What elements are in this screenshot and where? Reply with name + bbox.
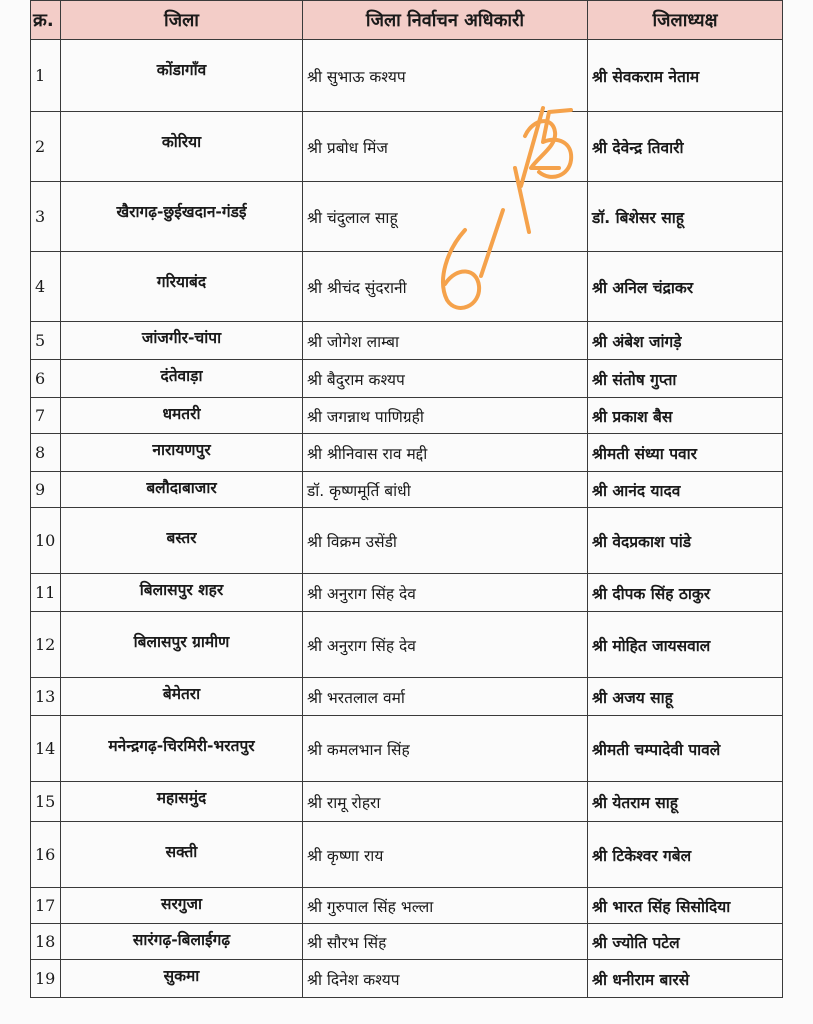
district-name: जांजगीर-चांपा <box>61 322 303 360</box>
district-president-name: श्री अनिल चंद्राकर <box>588 252 783 322</box>
district-president-name: श्री सेवकराम नेताम <box>588 40 783 112</box>
district-president-name: श्री प्रकाश बैस <box>588 398 783 434</box>
district-table <box>30 0 783 998</box>
table-row <box>31 782 783 822</box>
election-officer-name: श्री जोगेश लाम्बा <box>303 322 588 360</box>
row-number: 1 <box>31 40 61 112</box>
district-president-name: श्री दीपक सिंह ठाकुर <box>588 574 783 612</box>
district-name: सक्ती <box>61 822 303 888</box>
district-president-name: डॉ. बिशेसर साहू <box>588 182 783 252</box>
district-president-name: श्री भारत सिंह सिसोदिया <box>588 888 783 924</box>
table-row <box>31 322 783 360</box>
row-number: 11 <box>31 574 61 612</box>
district-president-name: श्रीमती संध्या पवार <box>588 434 783 472</box>
district-president-name: श्री आनंद यादव <box>588 472 783 508</box>
district-president-name: श्री देवेन्द्र तिवारी <box>588 112 783 182</box>
election-officer-name: श्री सुभाऊ कश्यप <box>303 40 588 112</box>
header-election-officer: जिला निर्वाचन अधिकारी <box>303 1 588 40</box>
district-name: नारायणपुर <box>61 434 303 472</box>
row-number: 13 <box>31 678 61 716</box>
table-row <box>31 434 783 472</box>
annotation-date-text: 6/1/25 <box>425 100 429 101</box>
district-president-name: श्री ज्योति पटेल <box>588 924 783 960</box>
election-officer-name: श्री गुरुपाल सिंह भल्ला <box>303 888 588 924</box>
row-number: 7 <box>31 398 61 434</box>
row-number: 9 <box>31 472 61 508</box>
district-name: सरगुजा <box>61 888 303 924</box>
table-body <box>31 40 783 998</box>
district-president-name: श्री टिकेश्वर गबेल <box>588 822 783 888</box>
table-row <box>31 960 783 998</box>
district-president-name: श्री वेदप्रकाश पांडे <box>588 508 783 574</box>
district-name: कोरिया <box>61 112 303 182</box>
district-name: बस्तर <box>61 508 303 574</box>
table-row <box>31 678 783 716</box>
election-officer-name: श्री दिनेश कश्यप <box>303 960 588 998</box>
row-number: 14 <box>31 716 61 782</box>
row-number: 12 <box>31 612 61 678</box>
header-district: जिला <box>61 1 303 40</box>
table-row <box>31 472 783 508</box>
election-officer-name: श्री अनुराग सिंह देव <box>303 612 588 678</box>
district-name: धमतरी <box>61 398 303 434</box>
district-name: बलौदाबाजार <box>61 472 303 508</box>
row-number: 10 <box>31 508 61 574</box>
table-row <box>31 398 783 434</box>
district-president-name: श्रीमती चम्पादेवी पावले <box>588 716 783 782</box>
row-number: 2 <box>31 112 61 182</box>
election-officer-name: श्री कमलभान सिंह <box>303 716 588 782</box>
election-officer-name: श्री रामू रोहरा <box>303 782 588 822</box>
row-number: 19 <box>31 960 61 998</box>
district-president-name: श्री येतराम साहू <box>588 782 783 822</box>
election-officer-name: श्री कृष्णा राय <box>303 822 588 888</box>
row-number: 4 <box>31 252 61 322</box>
district-name: बिलासपुर ग्रामीण <box>61 612 303 678</box>
table-row <box>31 112 783 182</box>
table-row <box>31 822 783 888</box>
election-officer-name: श्री प्रबोध मिंज <box>303 112 588 182</box>
table-row <box>31 924 783 960</box>
district-name: सारंगढ़-बिलाईगढ़ <box>61 924 303 960</box>
row-number: 17 <box>31 888 61 924</box>
election-officer-name: श्री चंदुलाल साहू <box>303 182 588 252</box>
table-row <box>31 716 783 782</box>
district-president-name: श्री संतोष गुप्ता <box>588 360 783 398</box>
district-president-name: श्री मोहित जायसवाल <box>588 612 783 678</box>
row-number: 5 <box>31 322 61 360</box>
election-officer-name: श्री जगन्नाथ पाणिग्रही <box>303 398 588 434</box>
row-number: 8 <box>31 434 61 472</box>
election-officer-name: श्री विक्रम उसेंडी <box>303 508 588 574</box>
table-row <box>31 360 783 398</box>
district-name: मनेन्द्रगढ़-चिरमिरी-भरतपुर <box>61 716 303 782</box>
row-number: 15 <box>31 782 61 822</box>
district-name: खैरागढ़-छुईखदान-गंडई <box>61 182 303 252</box>
election-officer-name: श्री बैदुराम कश्यप <box>303 360 588 398</box>
header-number: क्र. <box>31 1 61 40</box>
district-president-name: श्री अजय साहू <box>588 678 783 716</box>
header-district-president: जिलाध्यक्ष <box>588 1 783 40</box>
table-row <box>31 508 783 574</box>
election-officer-name: डॉ. कृष्णमूर्ति बांधी <box>303 472 588 508</box>
row-number: 3 <box>31 182 61 252</box>
table-row <box>31 888 783 924</box>
row-number: 16 <box>31 822 61 888</box>
district-president-name: श्री धनीराम बारसे <box>588 960 783 998</box>
district-name: बेमेतरा <box>61 678 303 716</box>
district-president-name: श्री अंबेश जांगड़े <box>588 322 783 360</box>
election-officer-name: श्री सौरभ सिंह <box>303 924 588 960</box>
table-row <box>31 182 783 252</box>
row-number: 6 <box>31 360 61 398</box>
table-row <box>31 252 783 322</box>
election-officer-name: श्री अनुराग सिंह देव <box>303 574 588 612</box>
district-name: सुकमा <box>61 960 303 998</box>
district-name: कोंडागाँव <box>61 40 303 112</box>
election-officer-name: श्री श्रीनिवास राव मद्दी <box>303 434 588 472</box>
election-officer-name: श्री भरतलाल वर्मा <box>303 678 588 716</box>
table-row <box>31 40 783 112</box>
table-header-row <box>31 1 783 40</box>
election-officer-name: श्री श्रीचंद सुंदरानी <box>303 252 588 322</box>
district-name: महासमुंद <box>61 782 303 822</box>
district-name: गरियाबंद <box>61 252 303 322</box>
table-row <box>31 612 783 678</box>
district-name: बिलासपुर शहर <box>61 574 303 612</box>
table-row <box>31 574 783 612</box>
district-name: दंतेवाड़ा <box>61 360 303 398</box>
row-number: 18 <box>31 924 61 960</box>
